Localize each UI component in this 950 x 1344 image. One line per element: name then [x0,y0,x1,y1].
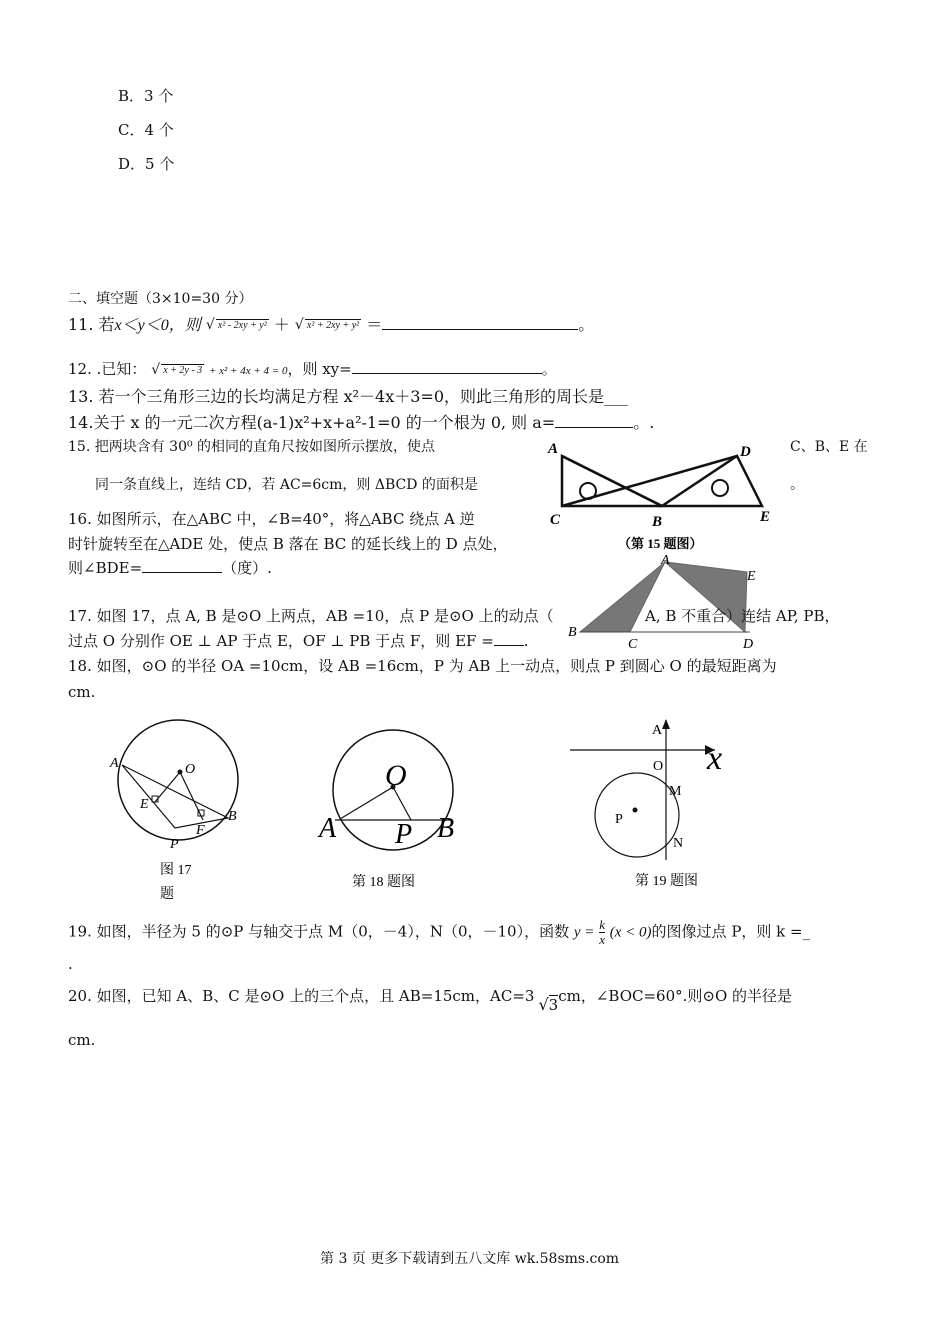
q11-end: 。 [578,315,595,334]
q15-label-d: D [740,444,751,460]
q18-caption: 第 18 题图 [352,875,415,890]
q12-prefix: 12. .已知： [68,360,147,378]
q17-label-a: A [110,756,119,771]
q17-caption-2: 题 [160,887,174,902]
q15-caption: （第 15 题图） [618,536,703,551]
q16-line-3: 则∠BDE= （度）. [68,559,272,577]
q15-label-b: B [652,514,663,530]
q19-caption: 第 19 题图 [635,874,698,889]
q19-label-n: N [673,836,684,851]
q12-expr: + x² + 4x + 4 = 0 [208,365,288,377]
q16-line-1: 16. 如图所示，在△ABC 中，∠B=40°，将△ABC 绕点 A 逆 [68,510,475,528]
q16-label-e: E [747,569,756,584]
q11-cond: x＜y＜0，则 [114,317,201,334]
q19-figure [565,715,765,895]
q19-label-o: O [653,759,664,774]
q17-line-2: 过点 O 分别作 OE ⊥ AP 于点 E，OF ⊥ PB 于点 F，则 EF = . [68,632,529,650]
q17-label-f: F [196,823,205,838]
question-12 [68,358,557,379]
q16-label-d: D [743,637,754,652]
q20-sqrt: √3 [538,995,559,1014]
q17-figure [100,710,250,910]
option-c: C．4 个 [118,121,174,139]
section-title: 二、填空题（3×10=30 分） [68,291,253,307]
q15-label-e: E [760,509,771,525]
q18-line-2: cm. [68,683,96,701]
question-14 [68,410,654,433]
q17-line-oe [155,772,180,802]
q17-line-1: 17. 如图 17，点 A, B 是⊙O 上两点，AB =10，点 P 是⊙O 上的动点（ [68,607,554,625]
q17-label-b: B [228,809,237,824]
q12-mid: ，则 xy= [287,360,352,378]
q15-line-2-right: 。 [790,477,804,493]
q18-label-b: B [437,813,455,844]
option-b: B．3 个 [118,87,174,105]
q19-label-a: A [652,723,663,738]
q18-label-a: A [319,813,337,844]
q15-hole-left [580,483,596,499]
q15-line-1-right: C、B、E 在 [790,439,868,455]
question-11 [68,312,594,335]
q19-label-m: M [669,784,682,799]
q19-center-dot [633,808,638,813]
q11-prefix: 11. 若 [68,315,115,334]
q20-line-1: 20. 如图，已知 A、B、C 是⊙O 上的三个点，且 AB=15cm，AC=3 √3cm，∠BOC=60°.则⊙O 的半径是 [68,987,793,1014]
q17-circle [118,720,238,840]
q14-answer-blank[interactable] [555,413,633,428]
q19-label-p: P [615,812,623,827]
q12-radical: √ x + 2y - 3 [151,365,204,376]
q19-line-1: 19. 如图，半径为 5 的⊙P 与轴交于点 M（0，－4），N（0，－10），函数 y = $\frac{k}{x}$ (x < 0)的图像过点 P，则 k =_ [68,917,811,947]
q15-line-2: 同一条直线上，连结 CD，若 AC=6cm，则 ΔBCD 的面积是 [95,477,478,493]
q12-end: 。 [541,360,557,378]
q19-label-x: x [707,740,723,777]
q17-label-o: O [185,762,196,777]
q17-triangle [122,765,228,828]
q16-figure [565,552,775,654]
q15-hole-right [712,480,728,496]
q14-text: 14.关于 x 的一元二次方程(a-1)x²+x+a²-1=0 的一个根为 0, 则 a= [68,413,556,432]
q19-func-y: y = [573,924,595,941]
q19-y-arrow [662,719,670,729]
q18-label-p: P [395,819,413,850]
option-d: D．5 个 [118,155,175,173]
q16-answer-blank[interactable] [142,558,222,573]
q11-plus: ＋ [273,315,290,334]
q11-radical-2: √ x² + 2xy + y² [295,320,361,331]
q17-label-p: P [170,837,179,852]
q16-line-2: 时针旋转至在△ADE 处，使点 B 落在 BC 的延长线上的 D 点处， [68,535,508,553]
q19-line-2: . [68,955,73,973]
q17-label-e: E [140,797,149,812]
q11-radical-1: √ x² - 2xy + y² [206,320,269,331]
q18-label-o: O [385,759,407,792]
q17-line-1-right: A, B 不重合）连结 AP, PB， [645,607,840,625]
q15-line-1: 15. 把两块含有 30⁰ 的相同的直角尺按如图所示摆放，使点 [68,439,436,455]
question-13: 13. 若一个三角形三边的长均满足方程 x²－4x＋3=0，则此三角形的周长是___ [68,387,629,406]
q20-line-2: cm. [68,1031,96,1049]
q17-center-dot [178,770,183,775]
q17-answer-blank[interactable] [494,631,524,646]
q15-label-c: C [550,512,561,528]
q12-answer-blank[interactable] [352,359,542,374]
q15-figure [540,436,790,554]
q16-label-a: A [661,553,670,568]
q18-line-1: 18. 如图，⊙O 的半径 OA =10cm，设 AB =16cm，P 为 AB 上一动点，则点 P 到圆心 O 的最短距离为 [68,657,777,675]
q16-label-b: B [568,625,577,640]
page-footer: 第 3 页 更多下载请到五八文库 wk.58sms.com [320,1251,620,1267]
q19-fraction: $\frac{k}{x}$ [599,917,605,947]
q16-label-c: C [628,637,638,652]
q19-func-cond: (x < 0) [609,924,652,941]
q15-label-a: A [548,441,559,457]
q14-end: 。. [633,413,655,432]
q17-caption: 图 17 [160,863,192,878]
q18-figure [315,725,475,900]
q11-answer-blank[interactable] [382,315,578,330]
q11-eq: ＝ [366,315,383,334]
